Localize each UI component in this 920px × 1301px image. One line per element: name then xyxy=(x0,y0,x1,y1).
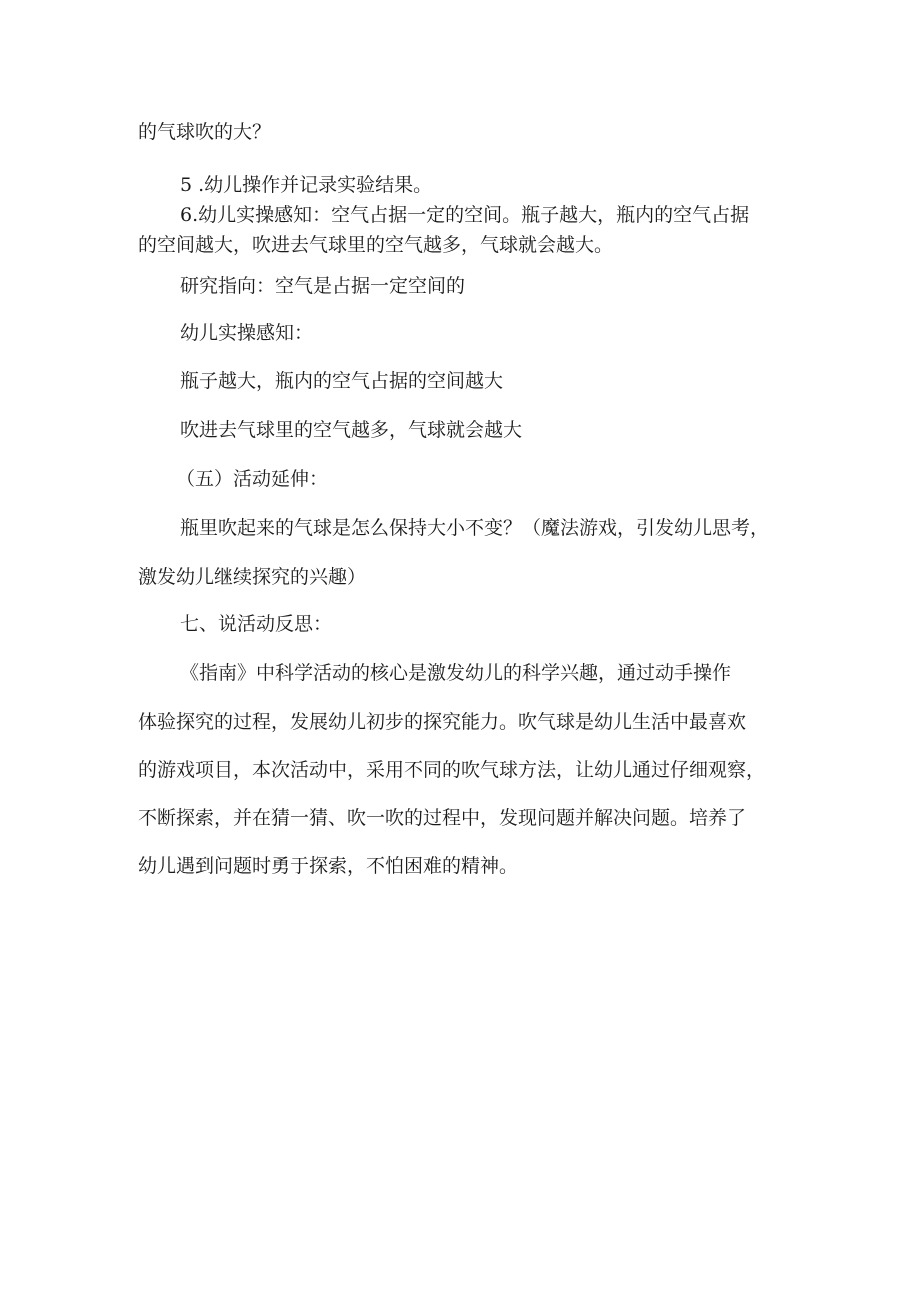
text-line: 的气球吹的大？ xyxy=(138,121,272,143)
text-line: 5 .幼儿操作并记录实验结果。 xyxy=(180,174,433,196)
text-line: 《指南》中科学活动的核心是激发幼儿的科学兴趣，通过动手操作 xyxy=(180,662,732,684)
text-line: 吹进去气球里的空气越多，气球就会越大 xyxy=(180,419,523,441)
text-line: 幼儿实操感知： xyxy=(180,322,314,344)
text-line: 的空间越大，吹进去气球里的空气越多，气球就会越大。 xyxy=(138,234,614,256)
text-line: 激发幼儿继续探究的兴趣） xyxy=(138,566,367,588)
text-line: 6.幼儿实操感知：空气占据一定的空间。瓶子越大，瓶内的空气占据 xyxy=(180,204,750,226)
text-line: 瓶里吹起来的气球是怎么保持大小不变？（魔法游戏，引发幼儿思考， xyxy=(180,517,770,539)
text-line: 七、说活动反思： xyxy=(180,613,333,635)
text-line: 不断探索，并在猜一猜、吹一吹的过程中，发现问题并解决问题。培养了 xyxy=(138,807,747,829)
text-line: 的游戏项目，本次活动中，采用不同的吹气球方法，让幼儿通过仔细观察， xyxy=(138,759,766,781)
text-line: 研究指向：空气是占据一定空间的 xyxy=(180,275,466,297)
text-line: 瓶子越大，瓶内的空气占据的空间越大 xyxy=(180,370,504,392)
text-line: （五）活动延伸： xyxy=(176,468,329,490)
text-line: 幼儿遇到问题时勇于探索，不怕困难的精神。 xyxy=(138,855,519,877)
text-line: 体验探究的过程，发展幼儿初步的探究能力。吹气球是幼儿生活中最喜欢 xyxy=(138,711,747,733)
